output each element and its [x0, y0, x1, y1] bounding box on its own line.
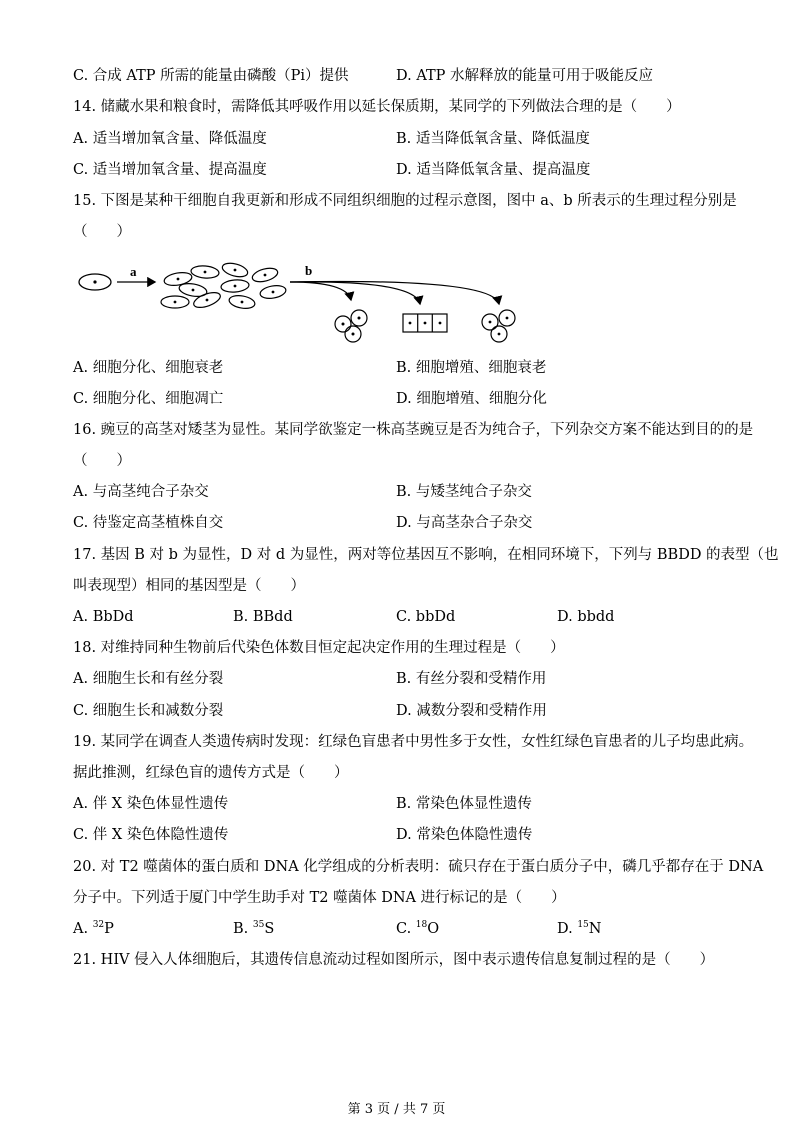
q20-stem-line2: 分子中。下列适于厦门中学生助手对 T2 噬菌体 DNA 进行标记的是（ ）: [73, 890, 566, 906]
q20-stem-line1: 20. 对 T2 噬菌体的蛋白质和 DNA 化学组成的分析表明：硫只存在于蛋白质分子中，磷几乎都存在于 DNA: [73, 859, 764, 875]
q21-stem: 21. HIV 侵入人体细胞后，其遗传信息流动过程如图所示，图中表示遗传信息复制过程的是（ ）: [73, 952, 715, 968]
q16-option-a: A. 与高茎纯合子杂交: [73, 484, 209, 500]
q15-option-a: A. 细胞分化、细胞衰老: [73, 360, 224, 376]
tissue-cells-round: [335, 310, 367, 342]
q13-option-d: D. ATP 水解释放的能量可用于吸能反应: [396, 68, 654, 84]
q15-option-d: D. 细胞增殖、细胞分化: [396, 391, 547, 407]
q18-option-b: B. 有丝分裂和受精作用: [396, 671, 547, 687]
q14-option-b: B. 适当降低氧含量、降低温度: [396, 131, 590, 147]
q14-option-c: C. 适当增加氧含量、提高温度: [73, 162, 267, 178]
q14-option-d: D. 适当降低氧含量、提高温度: [396, 162, 591, 178]
q19-stem-line2: 据此推测，红绿色盲的遗传方式是（ ）: [73, 765, 349, 781]
q18-stem: 18. 对维持同种生物前后代染色体数目恒定起决定作用的生理过程是（ ）: [73, 640, 565, 656]
arrow-b2: [290, 282, 420, 304]
q19-option-c: C. 伴 X 染色体隐性遗传: [73, 827, 229, 843]
tissue-cells-cluster: [482, 310, 515, 342]
q15-option-b: B. 细胞增殖、细胞衰老: [396, 360, 547, 376]
q17-option-d: D. bbdd: [557, 609, 615, 625]
q14-stem: 14. 储藏水果和粮食时，需降低其呼吸作用以延长保质期，某同学的下列做法合理的是（ ）: [73, 99, 681, 115]
q19-option-b: B. 常染色体显性遗传: [396, 796, 532, 812]
q17-option-a: A. BbDd: [73, 609, 134, 625]
q16-option-b: B. 与矮茎纯合子杂交: [396, 484, 532, 500]
arrow-b1: [290, 282, 351, 300]
q19-option-a: A. 伴 X 染色体显性遗传: [73, 796, 229, 812]
q13-option-c: C. 合成 ATP 所需的能量由磷酸（Pi）提供: [73, 68, 349, 84]
proliferated-cells: [161, 262, 287, 310]
q20-option-d: D. $^{15}$N: [557, 920, 602, 937]
q14-option-a: A. 适当增加氧含量、降低温度: [73, 131, 267, 147]
q19-stem-line1: 19. 某同学在调查人类遗传病时发现：红绿色盲患者中男性多于女性，女性红绿色盲患者的儿子均患此病。: [73, 734, 754, 750]
q19-option-d: D. 常染色体隐性遗传: [396, 827, 533, 843]
arrow-b3: [290, 281, 499, 304]
q17-option-c: C. bbDd: [396, 609, 456, 625]
q17-option-b: B. BBdd: [233, 609, 293, 625]
q18-option-a: A. 细胞生长和有丝分裂: [73, 671, 224, 687]
q18-option-d: D. 减数分裂和受精作用: [396, 703, 547, 719]
q17-stem-line2: 叫表现型）相同的基因型是（ ）: [73, 578, 305, 594]
q17-stem-line1: 17. 基因 B 对 b 为显性，D 对 d 为显性，两对等位基因互不影响，在相同环境下，下列与 BBDD 的表型（也: [73, 547, 779, 563]
page-footer: 第 3 页 / 共 7 页: [347, 1102, 446, 1117]
q15-option-c: C. 细胞分化、细胞凋亡: [73, 391, 224, 407]
q15-stem-line2: （ ）: [73, 224, 131, 240]
stem-cell-diagram: [75, 262, 535, 348]
q20-option-c: C. $^{18}$O: [396, 920, 440, 937]
q20-option-a: A. $^{32}$P: [73, 920, 114, 937]
q16-stem-line1: 16. 豌豆的高茎对矮茎为显性。某同学欲鉴定一株高茎豌豆是否为纯合子，下列杂交方案不能达到目的的是: [73, 422, 754, 438]
q20-option-b: B. $^{35}$S: [233, 920, 275, 937]
q16-option-d: D. 与高茎杂合子杂交: [396, 515, 533, 531]
q16-stem-line2: （ ）: [73, 453, 131, 469]
q16-option-c: C. 待鉴定高茎植株自交: [73, 515, 224, 531]
label-b: b: [305, 263, 313, 278]
q15-stem-line1: 15. 下图是某种干细胞自我更新和形成不同组织细胞的过程示意图，图中 a、b 所表示的生理过程分别是: [73, 193, 737, 209]
label-a: a: [130, 264, 137, 279]
q18-option-c: C. 细胞生长和减数分裂: [73, 703, 224, 719]
stem-cell: [79, 274, 111, 290]
